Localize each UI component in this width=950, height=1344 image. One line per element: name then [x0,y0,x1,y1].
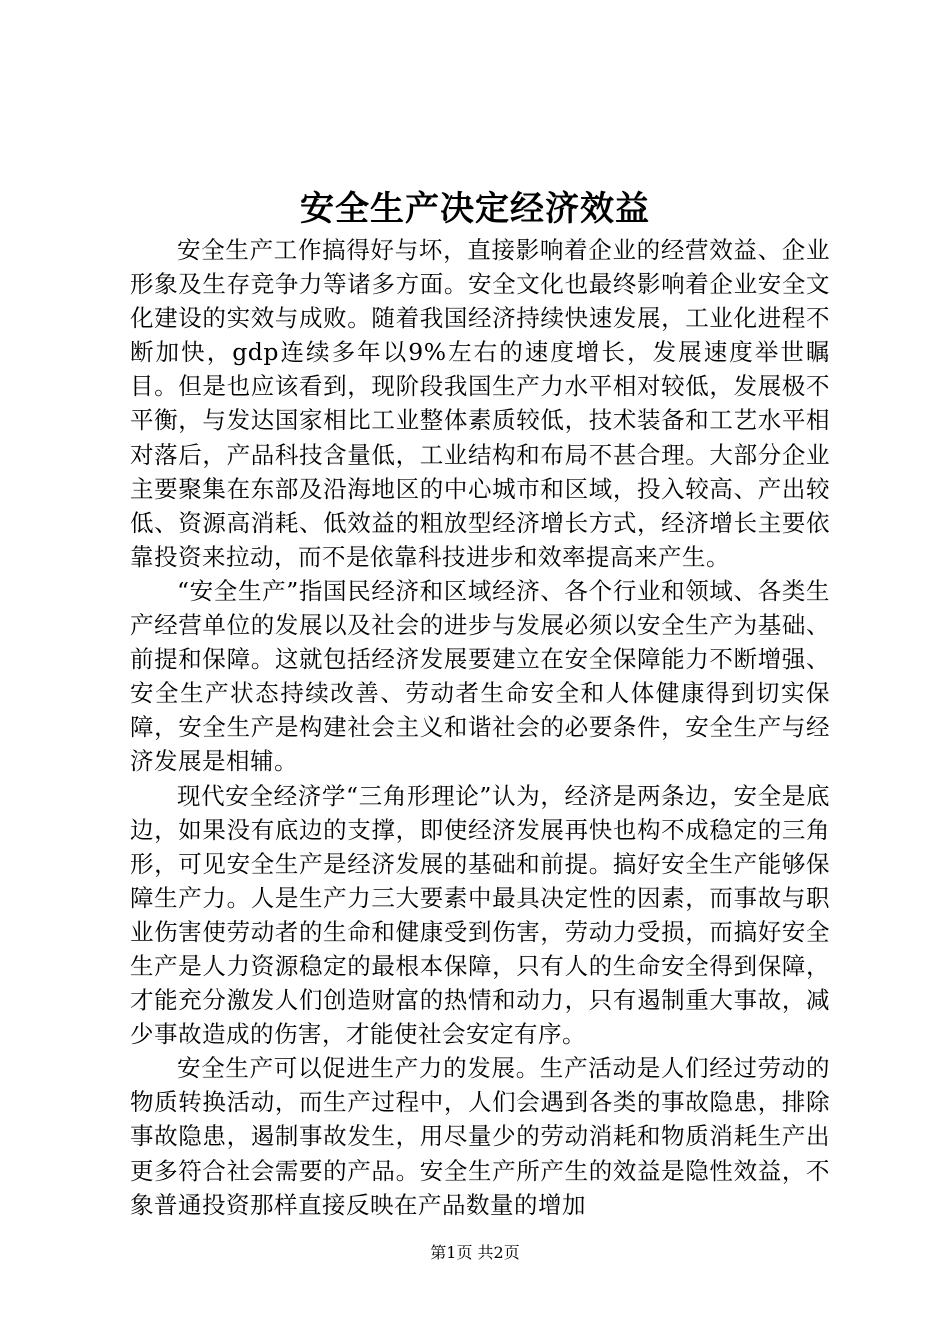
page-title: 安全生产决定经济效益 [300,189,650,229]
paragraph: 现代安全经济学“三角形理论”认为，经济是两条边，安全是底边，如果没有底边的支撑，即使经济发展再快也构不成稳定的三角形，可见安全生产是经济发展的基础和前提。搞好安全生产能够保障生产力。人是生产力三大要素中最具决定性的因素，而事故与职业伤害使劳动者的生命和健康受到伤害，劳动力受损，而搞好安全生产是人力资源稳定的最根本保障，只有人的生命安全得到保障，才能充分激发人们创造财富的热情和动力，只有遏制重大事故，减少事故造成的伤害，才能使社会安定有序。 [130,781,830,1049]
paragraph: “安全生产”指国民经济和区域经济、各个行业和领域、各类生产经营单位的发展以及社会的进步与发展必须以安全生产为基础、前提和保障。这就包括经济发展要建立在安全保障能力不断增强、安全生产状态持续改善、劳动者生命安全和人体健康得到切实保障，安全生产是构建社会主义和谐社会的必要条件，安全生产与经济发展是相辅。 [130,576,830,776]
paragraph: 安全生产工作搞得好与坏，直接影响着企业的经营效益、企业形象及生存竞争力等诸多方面。安全文化也最终影响着企业安全文化建设的实效与成败。随着我国经济持续快速发展，工业化进程不断加快，gdp连续多年以9%左右的速度增长，发展速度举世瞩目。但是也应该看到，现阶段我国生产力水平相对较低，发展极不平衡，与发达国家相比工业整体素质较低，技术装备和工艺水平相对落后，产品科技含量低，工业结构和布局不甚合理。大部分企业主要聚集在东部及沿海地区的中心城市和区域，投入较高、产出较低、资源高消耗、低效益的粗放型经济增长方式，经济增长主要依靠投资来拉动，而不是依靠科技进步和效率提高来产生。 [130,236,830,571]
paragraph: 安全生产可以促进生产力的发展。生产活动是人们经过劳动的物质转换活动，而生产过程中，人们会遇到各类的事故隐患，排除事故隐患，遏制事故发生，用尽量少的劳动消耗和物质消耗生产出更多符合社会需要的产品。安全生产所产生的效益是隐性效益，不象普通投资那样直接反映在产品数量的增加 [130,1054,830,1219]
page-number: 第1页 共2页 [430,1243,520,1262]
document-body [130,233,830,1222]
